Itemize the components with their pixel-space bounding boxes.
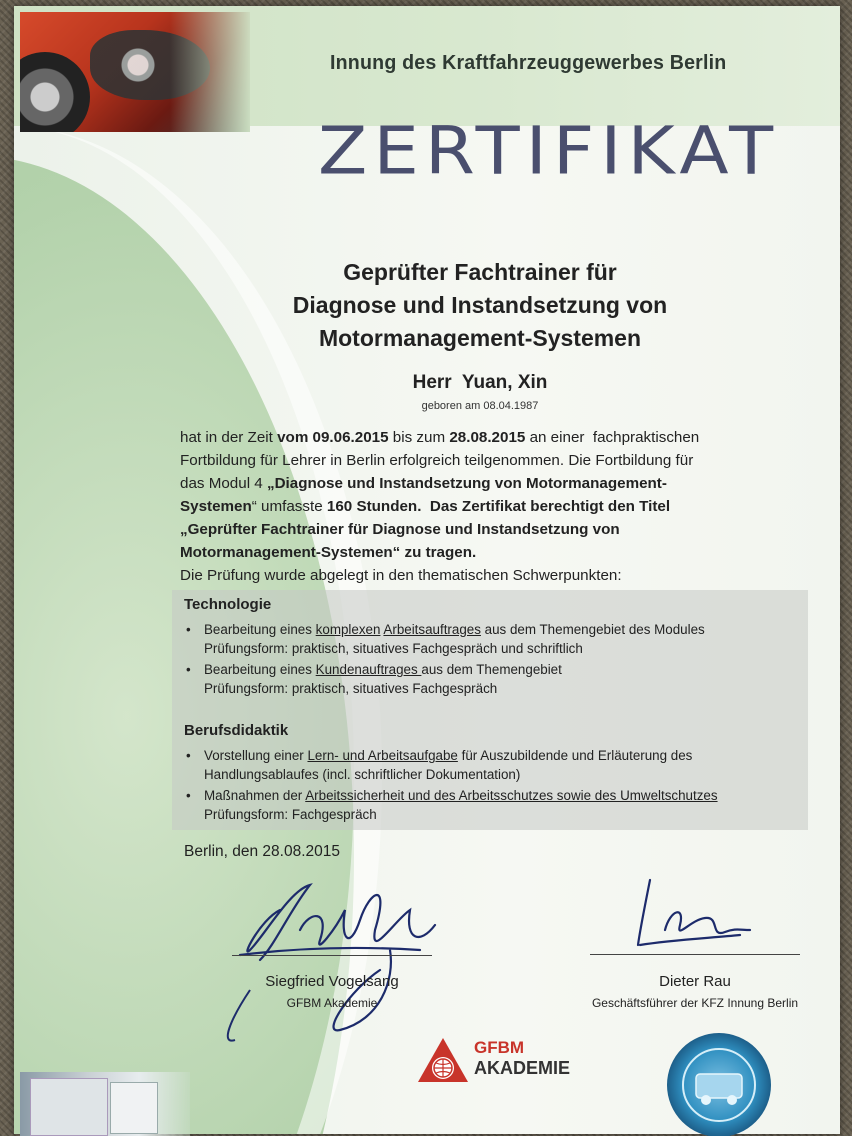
qualification-heading xyxy=(250,256,710,355)
signer1-org: GFBM Akademie xyxy=(286,996,378,1010)
truck-cab-graphic xyxy=(110,1082,158,1134)
logo-text-gfbm: GFBM xyxy=(474,1038,525,1057)
item-text: aus dem Themengebiet xyxy=(421,662,562,677)
body-text: hat in der Zeit xyxy=(180,429,278,446)
item-underlined: Kundenauftrages xyxy=(315,662,422,677)
certificate-title: ZERTIFIKAT xyxy=(318,112,780,190)
body-line-7: Die Prüfung wurde abgelegt in den thematischen Schwerpunkten: xyxy=(180,567,622,584)
signer1-name: Siegfried Vogelsang xyxy=(265,973,399,990)
recipient-name: Herr Yuan, Xin xyxy=(412,372,548,393)
didactics-item-2 xyxy=(186,786,718,824)
body-line-5 xyxy=(180,518,800,541)
truck-box-graphic xyxy=(30,1078,108,1136)
item-underlined: Arbeitsauftrages xyxy=(383,622,481,637)
title-statement: „Geprüfter Fachtrainer für Diagnose und Instandsetzung von xyxy=(180,521,620,538)
item-text: Vorstellung einer xyxy=(204,748,308,763)
item-exam-form: Prüfungsform: praktisch, situatives Fachgespräch xyxy=(204,681,498,696)
technology-item-1 xyxy=(186,620,705,658)
certificate-body xyxy=(180,426,800,587)
gfbm-logo-icon xyxy=(416,1036,470,1084)
item-text: Maßnahmen der xyxy=(204,788,306,803)
signature-line-2 xyxy=(590,954,800,955)
bullet-icon: • xyxy=(186,662,191,677)
signer2-name: Dieter Rau xyxy=(659,973,731,990)
end-date: 28.08.2015 xyxy=(449,429,526,446)
module-name: „Diagnose und Instandsetzung von Motormanagement- xyxy=(266,475,667,492)
body-text: an einer fachpraktischen xyxy=(525,429,700,446)
birth-date: geboren am 08.04.1987 xyxy=(421,400,539,412)
start-date: vom 09.06.2015 xyxy=(277,429,389,446)
car-headlight-image xyxy=(20,12,250,132)
truck-image xyxy=(20,1072,190,1136)
module-name-end: Systemen xyxy=(180,498,252,515)
didactics-item-1 xyxy=(186,746,693,784)
body-line-3 xyxy=(180,472,800,495)
exam-topics-box xyxy=(172,590,808,830)
signer2-org: Geschäftsführer der KFZ Innung Berlin xyxy=(591,996,799,1010)
item-text: Bearbeitung eines xyxy=(204,662,316,677)
title-statement-end: Motormanagement-Systemen“ zu tragen. xyxy=(180,544,477,561)
hours-statement: 160 Stunden. Das Zertifikat berechtigt den Titel xyxy=(326,498,671,515)
didactics-title: Berufsdidaktik xyxy=(184,722,289,739)
item-underlined: komplexen xyxy=(315,622,381,637)
technology-title: Technologie xyxy=(184,596,272,613)
body-line-4 xyxy=(180,495,800,518)
car-wheel-graphic xyxy=(20,52,90,132)
heading-line-2: Diagnose und Instandsetzung von xyxy=(292,292,668,318)
signature-vogelsang xyxy=(220,850,480,1050)
kfz-gewerbe-seal-icon xyxy=(664,1030,774,1136)
bullet-icon: • xyxy=(186,622,191,637)
body-text: bis zum xyxy=(388,429,450,446)
item-exam-form: Prüfungsform: praktisch, situatives Fachgespräch und schriftlich xyxy=(204,641,583,656)
body-line-6 xyxy=(180,541,800,564)
item-underlined: Arbeitssicherheit und des Arbeitsschutzes sowie des Umweltschutzes xyxy=(305,788,718,803)
item-underlined: Lern- und Arbeitsaufgabe xyxy=(307,748,458,763)
item-text-cont: Handlungsablaufes (incl. schriftlicher Dokumentation) xyxy=(204,767,521,782)
heading-line-1: Geprüfter Fachtrainer für xyxy=(343,259,617,285)
heading-line-3: Motormanagement-Systemen xyxy=(318,325,642,351)
item-text: aus dem Themengebiet des Modules xyxy=(480,622,705,637)
bullet-icon: • xyxy=(186,748,191,763)
body-line-2: Fortbildung für Lehrer in Berlin erfolgreich teilgenommen. Die Fortbildung für xyxy=(180,452,694,469)
bullet-icon: • xyxy=(186,788,191,803)
body-text: das Modul 4 xyxy=(180,475,267,492)
body-line-1 xyxy=(180,426,800,449)
item-exam-form: Prüfungsform: Fachgespräch xyxy=(204,807,377,822)
logo-text-akademie: AKADEMIE xyxy=(474,1058,571,1078)
signature-rau xyxy=(610,860,760,960)
image-fade xyxy=(170,12,250,132)
item-text: Bearbeitung eines xyxy=(204,622,316,637)
signature-line-1 xyxy=(232,955,432,956)
place-and-date: Berlin, den 28.08.2015 xyxy=(184,843,340,860)
body-text: “ umfasste xyxy=(251,498,327,515)
issuer-name: Innung des Kraftfahrzeuggewerbes Berlin xyxy=(330,52,727,74)
technology-item-2 xyxy=(186,660,562,698)
item-text: für Auszubildende und Erläuterung des xyxy=(457,748,693,763)
